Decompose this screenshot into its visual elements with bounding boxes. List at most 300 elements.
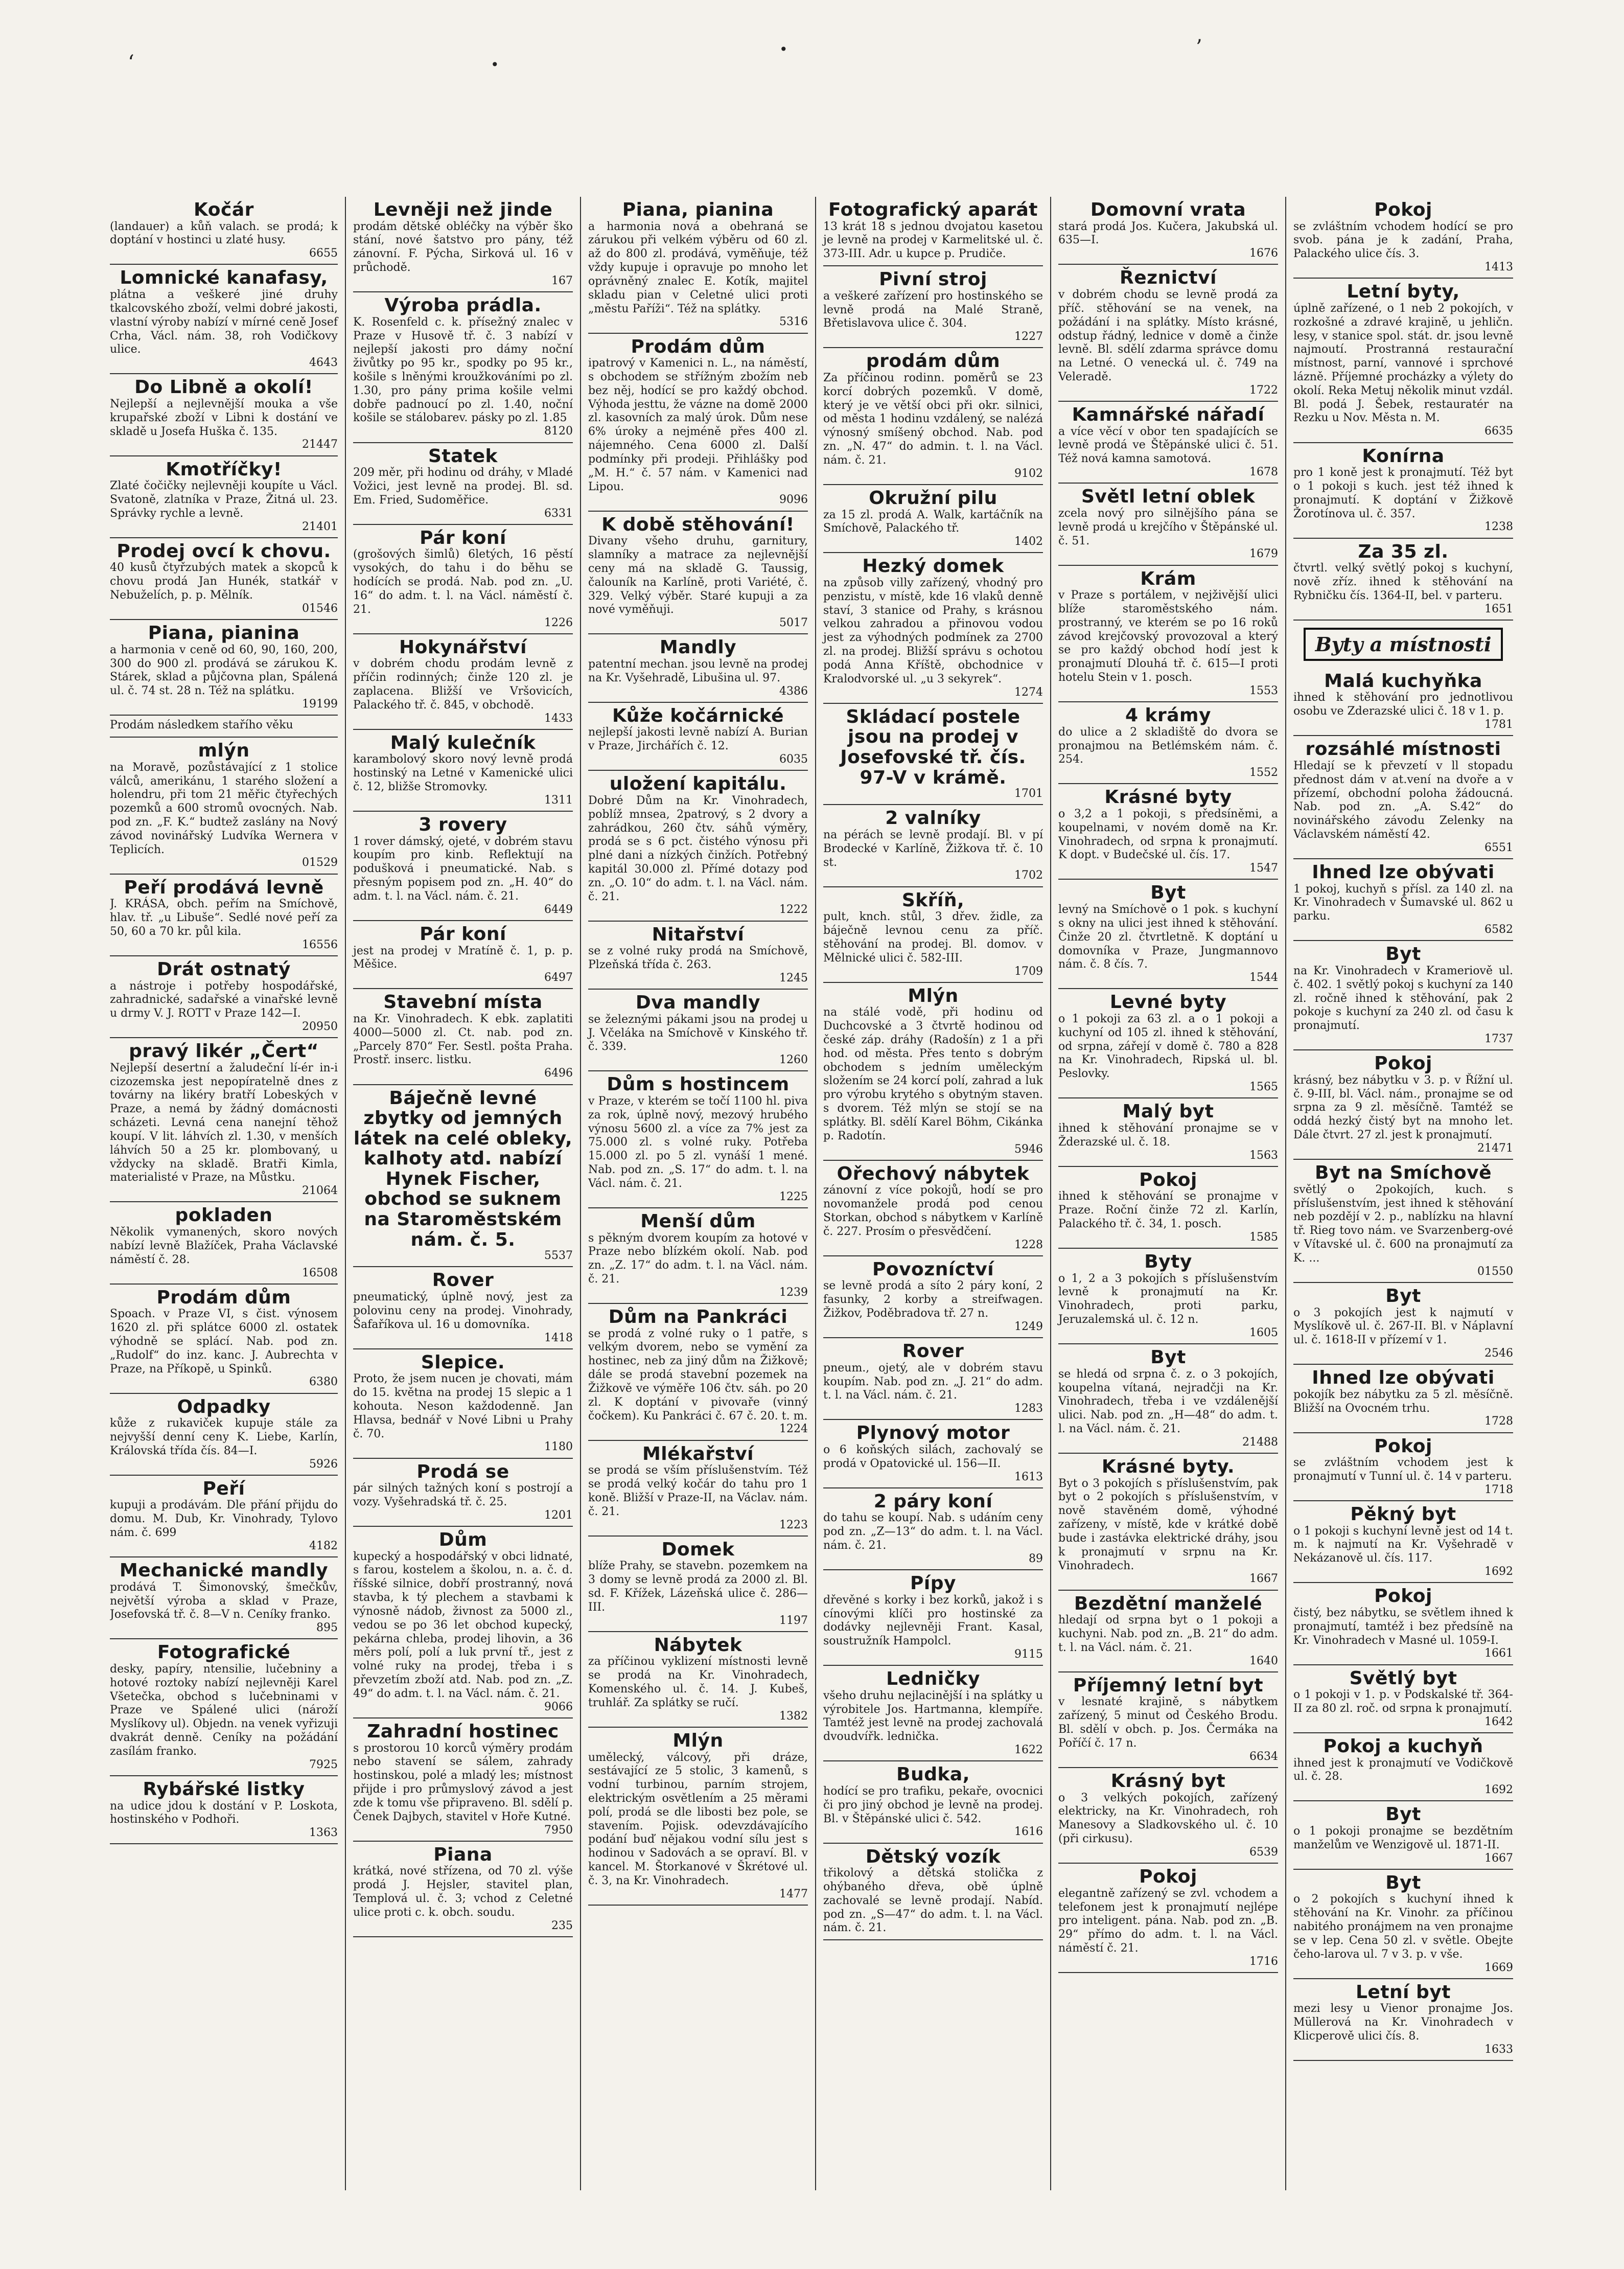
classified-ad <box>1293 1050 1513 1160</box>
classified-ad <box>353 1459 573 1527</box>
classified-ad <box>353 1085 573 1268</box>
ad-number: 1260 <box>779 1053 808 1067</box>
ad-title: pravý likér „Čert“ <box>129 1041 319 1062</box>
ad-body: ipatrový v Kamenici n. L., na náměstí, s obchodem se střížným zbožím neb bez něj, hodící se pro každý obchod. Výhoda jesttu, že vázne na domě 2000 zl. kasovních za malý úrok. Dům nese 6% úroky a nejméně přes 400 zl. nájemného. Cena 6000 zl. Další podmínky při prodeji. Přihlášky pod „M. H.“ č. 57 nám. v Kamenici nad Lipou. <box>588 357 808 493</box>
ad-title: Domovní vrata <box>1090 199 1246 220</box>
classified-ad <box>588 1537 808 1632</box>
ad-number: 1225 <box>779 1190 808 1203</box>
ad-title: Kočár <box>194 199 254 220</box>
ad-number: 1692 <box>1484 1783 1513 1797</box>
ad-number: 1224 <box>779 1423 808 1436</box>
ad-number: 1661 <box>1484 1647 1513 1660</box>
ad-body: pokojík bez nábytku za 5 zl. měsíčně. Bližší na Ovocném trhu. <box>1293 1388 1513 1415</box>
ad-title: Pivní stroj <box>879 269 987 290</box>
ad-title: mlýn <box>198 740 250 762</box>
classified-ad <box>1058 1098 1278 1166</box>
column-5 <box>1050 197 1285 2190</box>
ad-number: 21471 <box>1477 1141 1513 1155</box>
ad-body: se hledá od srpna č. z. o 3 pokojích, koupelna vítaná, nejradčji na Kr. Vinohradech, třeba i ve vzdálenější ulici. Nab. pod zn. „H—48“ do adm. t. l. na Václ. nám. č. 21. <box>1058 1367 1278 1436</box>
classified-ad <box>110 1639 338 1776</box>
classified-ad <box>110 738 338 875</box>
classified-ad <box>110 197 338 265</box>
ad-body: Prodám následkem stařího věku <box>110 719 293 732</box>
ad-body: ihned k stěhování se pronajme v Praze. Roční činže 72 zl. Karlín, Palackého tř. č. 34, 1. posch. <box>1058 1190 1278 1231</box>
ad-body: a více věcí v obor ten spadajících se levně prodá ve Štěpánské ulici č. 51. Též nová kamna samotová. <box>1058 425 1278 466</box>
ad-number: 6380 <box>309 1376 338 1389</box>
ad-title: Byt <box>1385 1872 1421 1893</box>
ad-title: Okružní pilu <box>869 487 997 509</box>
ad-number: 1228 <box>1014 1238 1043 1251</box>
classified-ad <box>353 812 573 921</box>
classified-ad <box>353 1842 573 1937</box>
ad-number: 1605 <box>1249 1326 1278 1339</box>
ad-title: pokladen <box>175 1205 273 1226</box>
ad-title: Kmotříčky! <box>166 459 282 480</box>
ad-body: (landauer) a kůň valach. se prodá; k doptání v hostinci u zlaté husy. <box>110 220 338 247</box>
ad-number: 1418 <box>544 1331 573 1344</box>
ad-number: 9115 <box>1014 1647 1043 1661</box>
ad-title: Byty <box>1144 1251 1192 1273</box>
classified-ad <box>588 1632 808 1728</box>
ad-body: Nejlepší a nejlevnější mouka a vše krupařské zboží v Libni k dostání ve skladě u Josefa Huška č. 135. <box>110 397 338 438</box>
ad-number: 9102 <box>1014 467 1043 480</box>
ad-title: Ihned lze obývati <box>1312 862 1495 883</box>
ad-title: Prodá se <box>416 1461 509 1482</box>
ad-body: ihned jest k pronajmutí ve Vodičkově ul. č. 28. <box>1293 1756 1513 1783</box>
ad-title: Mlékařství <box>642 1443 754 1464</box>
classified-ad <box>110 1476 338 1557</box>
ad-number: 1667 <box>1249 1572 1278 1586</box>
ad-title: Zahradní hostinec <box>367 1721 559 1742</box>
ad-body: Dobré Dům na Kr. Vinohradech, poblíž mnsea, 2patrový, s 2 dvory a zahrádkou, 260 čtv. sáhů výměry, prodá se s 6 pct. čistého výnosu při plné dani a nízkých činžích. Potřebný kapitál 30.000 zl. Přímé dotazy pod zn. „O. 10“ do adm. t. l. na Václ. nám. č. 21. <box>588 794 808 903</box>
classified-ad <box>110 875 338 956</box>
ad-title: Prodám dům <box>631 336 765 357</box>
ad-body: krátká, nové střízena, od 70 zl. výše prodá J. Hejsler, stavitel plan, Templová ul. č. 3; vchod z Celetné ulice proti c. k. obch. soudu. <box>353 1865 573 1919</box>
classified-ad <box>823 1338 1043 1420</box>
ad-number: 1585 <box>1249 1230 1278 1244</box>
classified-ad <box>823 983 1043 1161</box>
ad-body: za příčinou vyklizení místnosti levně se prodá na Kr. Vinohradech, Komenského ul. č. 14. J. Kubeš, truhlář. Za splátky se ručí. <box>588 1655 808 1709</box>
ad-body: v lesnaté krajině, s nábytkem zařízený, 5 minut od Českého Brodu. Bl. sdělí v obch. p. Jos. Čermáka na Poříčí č. 17 n. <box>1058 1695 1278 1750</box>
classified-ad <box>1058 1454 1278 1591</box>
ad-title: Prodám dům <box>156 1287 291 1308</box>
ad-title: K době stěhování! <box>601 514 795 535</box>
ad-title: Pokoj <box>1374 1586 1432 1607</box>
ad-body: hodící se pro trafiku, pekaře, ovocnici či pro jiný obchod je levně na prodej. Bl. v Štěpánské ulici č. 542. <box>823 1784 1043 1825</box>
classified-ad <box>588 634 808 702</box>
classified-ad <box>588 922 808 990</box>
ad-number: 5926 <box>309 1457 338 1471</box>
ad-number: 1676 <box>1249 247 1278 260</box>
classified-ad <box>110 956 338 1038</box>
ad-body: pro 1 koně jest k pronajmutí. Též byt o 1 pokoji s kuch. jest též ihned k pronajmutí. K doptání v Žižkově Žorotínova ul. č. 357. <box>1293 466 1513 520</box>
ad-number: 6035 <box>779 753 808 766</box>
ad-title: Řeznictví <box>1120 267 1217 289</box>
column-3 <box>580 197 815 2190</box>
classified-ad <box>1293 1733 1513 1801</box>
ad-title: 2 páry koní <box>873 1491 993 1512</box>
classified-ad <box>110 1202 338 1284</box>
classified-ad <box>1293 1160 1513 1283</box>
classified-ad <box>1293 197 1513 279</box>
ad-body: o 1, 2 a 3 pokojích s příslušenstvím levně k pronajmutí na Kr. Vinohradech, proti parku, Jeruzalemská ul. č. 12 n. <box>1058 1272 1278 1326</box>
ad-body: světlý o 2pokojích, kuch. s příslušenstvím, jest ihned k stěhování neb pozdějí v 2. p., nablízku na hlavní tř. Rieg tovo nám. ve Svarzenberg-ové v Vítavské ul. č. 600 na pronajmutí za K. ... <box>1293 1183 1513 1265</box>
ad-title: Drát ostnatý <box>157 958 291 980</box>
corner-mark-right: ’ <box>1196 36 1202 59</box>
ad-number: 1227 <box>1014 330 1043 343</box>
column-4 <box>815 197 1050 2190</box>
ad-title: Domek <box>661 1539 735 1560</box>
ad-number: 5017 <box>779 616 808 630</box>
ad-number: 1667 <box>1484 1851 1513 1865</box>
ad-title: Báječně levné zbytky od jemných látek na celé obleky, kalhoty atd. nabízí Hynek Fischer, obchod se suknem na Staroměstském nám. č. 5. <box>353 1087 573 1250</box>
ad-title: Byt <box>1150 882 1186 904</box>
ad-body: Proto, že jsem nucen je chovati, mám do 15. května na prodej 15 slepic a 1 kohouta. Neson každodenně. Jan Hlavsa, bednář v Nové Libni u Prahy č. 70. <box>353 1372 573 1440</box>
ad-title: Povozníctví <box>872 1258 994 1280</box>
ad-title: Letní byty, <box>1347 281 1460 303</box>
classified-ad <box>1293 279 1513 443</box>
corner-mark-mid2: • <box>779 41 788 58</box>
ad-number: 01529 <box>302 856 338 869</box>
classified-ad <box>823 1488 1043 1570</box>
ad-body: zcela nový pro silnějšího pána se levně prodá u krejčího v Štěpánské ul. č. 51. <box>1058 507 1278 547</box>
ad-body: pár silných tažných koní s postrojí a vozy. Vyšehradská tř. č. 25. <box>353 1482 573 1509</box>
ad-title: prodám dům <box>866 351 1001 372</box>
ad-title: Pokoj <box>1139 1169 1197 1190</box>
ad-number: 9096 <box>779 493 808 507</box>
ad-number: 21064 <box>302 1184 338 1198</box>
ad-title: 2 valníky <box>885 808 981 829</box>
ad-body: a nástroje i potřeby hospodářské, zahradnické, sadařské a vinařské levně u drmy V. J. ROTT v Praze 142—I. <box>110 979 338 1020</box>
ad-number: 4643 <box>309 356 338 370</box>
ad-body: kupecký a hospodářský v obci lidnaté, s farou, kostelem a školou, n. a. č. d. říšské silnice, dobří prostranný, nová stavba, k tý plechem a stavbami k výnosně nádob, živnost za 5000 zl., vedou se po 36 let obchod kupecký, pekárna chleba, prodej lihovin, a 36 měrs polí, polí a luk první tř., jest z volné ruky na prodej, třeba i s převzetím zboží atd. Nab. pod zn. „Z. 49“ do adm. t. l. na Václ. nám. č. 21. <box>353 1550 573 1700</box>
ad-title: Piana, pianina <box>148 623 300 644</box>
ad-number: 1702 <box>1014 869 1043 882</box>
classified-ad <box>110 1038 338 1202</box>
classified-ad <box>110 538 338 620</box>
classified-ad <box>1293 1801 1513 1869</box>
ad-body: hledají od srpna byt o 1 pokoji a kuchyni. Nab. pod zn. „B. 21“ do adm. t. l. na Václ. nám. č. 21. <box>1058 1614 1278 1654</box>
ad-number: 1552 <box>1249 766 1278 780</box>
classified-ad <box>1058 1167 1278 1249</box>
ad-number: 1709 <box>1014 965 1043 978</box>
ad-title: Statek <box>428 445 498 467</box>
ad-body: o 1 pokoji pronajme se bezdětním manželům ve Wenzigově ul. 1871-II. <box>1293 1825 1513 1851</box>
ad-body: čtvrtl. velký světlý pokoj s kuchyní, nově zříz. ihned k stěhování na Rybničku čís. 1364-II, bel. v parteru. <box>1293 562 1513 602</box>
classified-ad <box>353 634 573 730</box>
ad-body: všeho druhu nejlacinější i na splátky u výrobitele Jos. Hartmanna, klempíře. Tamtéž jest levně na prodej zachovalá dvoudvířk. lednička. <box>823 1689 1043 1744</box>
ad-body: desky, papíry, ntensilie, lučebniny a hotové roztoky nabízí nejlevněji Karel Všetečka, obchod s lučebninami v Praze ve Spálené ulici (nároží Myslíkovy ul). Objedn. na venek vyřizuji dvakrát denně. Ceníky na požádání zasílám franko. <box>110 1663 338 1758</box>
ad-title: Pokoj <box>1374 199 1432 220</box>
ad-body: blíže Prahy, se stavebn. pozemkem na 3 domy se levně prodá za 2000 zl. Bl. sd. F. Křížek, Lázeňská ulice č. 286—III. <box>588 1560 808 1614</box>
ad-number: 1547 <box>1249 862 1278 875</box>
classified-ad <box>110 1285 338 1394</box>
ad-body: o 1 pokoji s kuchyní levně jest od 14 t. m. k najmutí na Kr. Vyšehradě v Nekázanově ul. čís. 117. <box>1293 1524 1513 1565</box>
ad-title: Levněji než jinde <box>373 199 553 220</box>
ad-body: na udice jdou k dostání v P. Loskota, hostinského v Podhoři. <box>110 1799 338 1826</box>
ad-number: 1679 <box>1249 547 1278 561</box>
ad-body: Nejlepší desertní a žaludeční lí-ér in-i cizozemska jest nepopíratelně dnes z továrny na likéry bratří Lobeských v Praze, a nemá by žádný domácnosti scházeti. Levná cena nanejní těhož koupí. V lit. láhvích zl. 1.30, v menších láhvích 50 a 25 kr. plombovaný, u vždycky na skladě. Bratři Kimla, materialisté v Praze, na Můstku. <box>110 1061 338 1184</box>
classified-ad <box>110 265 338 374</box>
ad-title: Rover <box>902 1341 964 1362</box>
classified-ad <box>1293 668 1513 736</box>
ad-number: 89 <box>1029 1552 1043 1565</box>
ad-body: 1 rover dámský, ojeté, v dobrém stavu koupím pro kinb. Reflektují na podušková i pneumatické. Nab. s přesným popisem pod zn. „H. 40“ do adm. t. l. na Václ. nám. č. 21. <box>353 835 573 903</box>
classified-ad <box>1293 1433 1513 1501</box>
ad-number: 1565 <box>1249 1081 1278 1094</box>
ad-body: se železnými pákami jsou na prodej u J. Včeláka na Smíchově v Kinského tř. č. 339. <box>588 1013 808 1053</box>
ad-title: Bezdětní manželé <box>1074 1593 1263 1614</box>
ad-body: (grošových šimlů) 6letých, 16 pěstí vysokých, do tahu i do běhu se hodících se prodá. Nab. pod zn. „U. 16“ do adm. t. l. na Václ. náměstí č. 21. <box>353 548 573 616</box>
ad-title: Mlýn <box>672 1730 724 1751</box>
ad-number: 1613 <box>1014 1470 1043 1483</box>
ad-body: a veškeré zařízení pro hostinského se levně prodá na Malé Straně, Břetislavova ulice č. 304. <box>823 289 1043 330</box>
classified-ad <box>588 334 808 512</box>
ad-body: a harmonia v ceně od 60, 90, 160, 200, 300 do 900 zl. prodává se zárukou K. Stárek, sklad a půjčovna plan, Spálená ul. č. 74 st. 28 n. Též na splátku. <box>110 643 338 698</box>
ad-number: 1651 <box>1484 602 1513 615</box>
classified-ad <box>823 1761 1043 1843</box>
ad-number: 167 <box>551 274 573 287</box>
classified-ad <box>588 1441 808 1537</box>
ad-body: třikolový a dětská stolička z ohýbaného dřeva, obě úplně zachovalé se levně prodají. Nabíd. pod zn. „S—47“ do adm. t. l. na Václ. nám. č. 21. <box>823 1867 1043 1935</box>
ad-title: Ledničky <box>886 1668 980 1690</box>
ad-number: 1616 <box>1014 1825 1043 1839</box>
ad-number: 1197 <box>779 1614 808 1627</box>
ad-number: 01546 <box>302 602 338 615</box>
ad-number: 8120 <box>544 425 573 438</box>
ad-body: s pěkným dvorem koupím za hotové v Praze nebo blízkém okolí. Nab. pod zn. „Z. 17“ do adm. t. l. na Václ. nám. č. 21. <box>588 1231 808 1286</box>
classified-ad <box>823 1161 1043 1256</box>
classified-ad <box>353 443 573 525</box>
ad-number: 1226 <box>544 616 573 629</box>
ad-number: 1718 <box>1484 1483 1513 1496</box>
ad-number: 1249 <box>1014 1320 1043 1333</box>
ad-number: 1701 <box>1014 787 1043 800</box>
ad-body: o 3 velkých pokojích, zařízený elektricky, na Kr. Vinohradech, roh Manesovy a Sladkovského ul. č. 10 (při cirkusu). <box>1058 1791 1278 1846</box>
classified-ad <box>1058 989 1278 1098</box>
classified-ad <box>353 730 573 812</box>
ad-title: Dětský vozík <box>865 1846 1001 1867</box>
ad-number: 1311 <box>544 793 573 807</box>
classified-ad <box>588 1304 808 1441</box>
classified-ad <box>823 553 1043 703</box>
ad-title: Menší dům <box>640 1210 756 1232</box>
classified-ad <box>1293 1583 1513 1665</box>
ad-title: Budka, <box>896 1764 970 1785</box>
ad-body: v dobrém chodu prodám levně z příčin rodinných; činže 120 zl. je zaplacena. Bližší ve Vršovicích, Palackého tř. č. 845, v obchodě. <box>353 657 573 712</box>
classified-ad <box>1293 539 1513 621</box>
ad-title: Levné byty <box>1109 992 1227 1013</box>
ad-title: rozsáhlé místnosti <box>1305 739 1501 760</box>
classified-ad <box>110 456 338 538</box>
ad-title: Skříň, <box>901 889 965 911</box>
classified-ad <box>823 1420 1043 1488</box>
ad-title: Kamnářské nářadí <box>1072 404 1265 426</box>
classified-ad <box>1058 1249 1278 1344</box>
ad-body: mezi lesy u Vienor pronajme Jos. Müllerová na Kr. Vinohradech v Klicperově ulici čís. 8. <box>1293 2002 1513 2043</box>
ad-title: Konírna <box>1362 445 1445 467</box>
ad-number: 235 <box>551 1919 573 1932</box>
ad-number: 895 <box>316 1621 338 1635</box>
ad-body: patentní mechan. jsou levně na prodej na Kr. Vyšehradě, Libušina ul. 97. <box>588 657 808 684</box>
ad-number: 21447 <box>302 438 338 451</box>
classified-ad <box>353 1527 573 1718</box>
ad-number: 6449 <box>544 903 573 916</box>
ad-title: Výroba prádla. <box>384 295 542 316</box>
ad-title: Byt <box>1150 1347 1186 1368</box>
classified-ad <box>1058 1864 1278 1973</box>
ad-title: Ořechový nábytek <box>837 1163 1030 1184</box>
classified-ad <box>110 1394 338 1476</box>
ad-title: Pokoj <box>1374 1053 1432 1074</box>
ad-number: 1245 <box>779 971 808 984</box>
ad-title: Nábytek <box>654 1634 743 1656</box>
ad-title: Krám <box>1140 568 1196 589</box>
ad-body: na Kr. Vinohradech v Krameriově ul. č. 402. 1 světlý pokoj s kuchyní za 140 zl. ročně ihned k stěhování, pak 2 pokoje s kuchyní za 240 zl. od času k pronajmutí. <box>1293 964 1513 1033</box>
ad-body: 13 krát 18 s jednou dvojatou kasetou je levně na prodej v Karmelitské ul. č. 373-III. Adr. u kupce p. Prudiče. <box>823 220 1043 261</box>
ad-number: 21488 <box>1242 1435 1278 1449</box>
ad-number: 5946 <box>1014 1142 1043 1156</box>
ad-number: 9066 <box>544 1700 573 1713</box>
ad-title: Nitařství <box>652 924 745 945</box>
ad-body: zánovní z více pokojů, hodí se pro novomanžele prodá pod cenou Storkan, obchod s nábytkem v Karlíně č. 227. Prosím o přesvědčení. <box>823 1184 1043 1238</box>
ad-number: 1283 <box>1014 1402 1043 1415</box>
ad-title: Mechanické mandly <box>119 1560 329 1582</box>
ad-body: o 1 pokoji za 63 zl. a o 1 pokoji a kuchyní od 105 zl. ihned k stěhování, od srpna, zářejí v domě č. 780 a 828 na Kr. Vinohradech, Ripská ul. bl. Peslovky. <box>1058 1013 1278 1081</box>
ad-body: Hledají se k převzetí v ll stopadu přednost dám v at.vení na dvoře a v přízemí, obchodní poloha žádoucná. Nab. pod zn. „A. S.42“ do novinářského závodu Zelenky na Václavském náměstí 42. <box>1293 759 1513 841</box>
ad-number: 1633 <box>1484 2043 1513 2056</box>
classified-ad <box>1293 1283 1513 1365</box>
ad-title: Malý kulečník <box>390 732 536 753</box>
ad-body: umělecký, válcový, při dráze, sestávající ze 5 stolic, 3 kamenů, s vodní turbinou, parním strojem, elektrickým osvětlením a 25 měrami polí, prodá se dle libosti bez pole, se stavením. Pojisk. odevzdávajícího podání buď nějakou vodní sílu jest s hodinou v Sadovách a se opraví. Bl. v kancel. M. Štorkanové v Škrétové ul. č. 3, na Kr. Vinohradech. <box>588 1751 808 1887</box>
ad-title: Dům s hostincem <box>607 1074 790 1095</box>
ad-title: Kůže kočárnické <box>612 705 784 726</box>
ad-number: 19199 <box>302 698 338 711</box>
ad-body: v dobrém chodu se levně prodá za příč. stěhování se na venek, na požádání i na splátky. Místo krásné, odstup řádný, lednice v domě a činže levně. Bl. sdělí zdarma správce domu na Letné. O venecká ul. č. 749 na Veleradě. <box>1058 288 1278 383</box>
classified-ad <box>823 805 1043 887</box>
ad-body: v Praze s portálem, v nejživější ulici blíže staroměstského nám. prostranný, ve kterém se po 16 roků závod krejčovský provozoval a který se pro každý obchod hodí jest k pronajmutí Dlouhá tř. č. 615—I proti hotelu Stein v 1. posch. <box>1058 589 1278 684</box>
classified-ad <box>588 703 808 771</box>
ad-number: 6634 <box>1249 1750 1278 1763</box>
ad-number: 16556 <box>302 938 338 951</box>
ad-title: Ihned lze obývati <box>1312 1367 1495 1389</box>
classified-ad <box>588 197 808 334</box>
ad-number: 16508 <box>302 1266 338 1279</box>
ad-body: o 2 pokojích s kuchyní ihned k stěhování na Kr. Vinohr. za příčinou nabitého pronájmem na ven pronajme se v lep. Cena 50 zl. v světle. Obejte čeho-larova ul. 7 v 3. p. v vše. <box>1293 1893 1513 1961</box>
classified-ad <box>1293 859 1513 941</box>
ad-title: Odpadky <box>177 1396 271 1417</box>
ad-number: 6655 <box>309 247 338 260</box>
corner-mark-mid: • <box>491 56 499 73</box>
ad-number: 7925 <box>309 1758 338 1771</box>
ad-number: 1716 <box>1249 1955 1278 1968</box>
classified-ad <box>1293 1979 1513 2061</box>
ad-title: Rover <box>432 1270 494 1291</box>
ad-body: Divany všeho druhu, garnitury, slamníky a matrace za nejlevnější ceny má na skladě G. Taussig, čalouník na Karlíně, proti Variété, č. 329. Velký výběr. Staré kupuji a za nové vyměňuji. <box>588 535 808 616</box>
ad-number: 1223 <box>779 1518 808 1531</box>
ad-number: 5316 <box>779 315 808 329</box>
classified-ad <box>1058 265 1278 402</box>
classified-ad <box>1058 1591 1278 1672</box>
ad-body: do tahu se koupí. Nab. s udáním ceny pod zn. „Z—13“ do adm. t. l. na Václ. nám. č. 21. <box>823 1511 1043 1552</box>
ad-body: 1 pokoj, kuchyň s přísl. za 140 zl. na Kr. Vinohradech v Šumavské ul. 862 u parku. <box>1293 882 1513 923</box>
ad-body: o 1 pokoji v 1. p. v Podskalské tř. 364-II za 80 zl. roč. od srpna k pronajmutí. <box>1293 1688 1513 1715</box>
ad-number: 1737 <box>1484 1033 1513 1046</box>
ad-number: 1382 <box>779 1709 808 1723</box>
classified-ad <box>1293 1365 1513 1433</box>
ad-number: 1640 <box>1249 1654 1278 1667</box>
classified-ad <box>588 1728 808 1906</box>
classified-ad <box>1293 1870 1513 1979</box>
classified-ad <box>110 1557 338 1639</box>
ad-title: Pár koní <box>420 923 506 945</box>
ad-number: 4386 <box>779 684 808 698</box>
ad-title: Krásné byty <box>1104 787 1232 808</box>
ad-body: o 3 pokojích jest k najmutí v Myslíkově ul. č. 267-II. Bl. v Náplavní ul. č. 1618-II v přízemí v 1. <box>1293 1306 1513 1347</box>
ad-title: Malý byt <box>1122 1101 1214 1122</box>
classified-ad <box>353 989 573 1085</box>
ad-number: 1402 <box>1014 535 1043 548</box>
classified-ad <box>1293 941 1513 1050</box>
ad-title: Byt <box>1385 944 1421 965</box>
ad-body: jest na prodej v Mratíně č. 1, p. p. Měšice. <box>353 944 573 971</box>
classified-ad <box>823 485 1043 553</box>
classified-ad <box>823 1844 1043 1941</box>
classified-ad <box>823 266 1043 348</box>
ad-body: s prostorou 10 korců výměry prodám nebo stavení se sálem, zahrady hostinskou, polé a mladý les; místnost přijde i pro průmyslový závod a jest zde k tomu vše připraveno. Bl. sdělí p. Čenek Dajbych, stavitel v Hoře Kutné. <box>353 1741 573 1823</box>
ad-title: Mandly <box>659 637 737 658</box>
ad-title: Byt <box>1385 1285 1421 1307</box>
ad-body: J. KRÁSA, obch. peřím na Smíchově, hlav. tř. „u Libuše“. Sedlé nové peří za 50, 60 a 70 kr. půl kila. <box>110 898 338 938</box>
ad-number: 7950 <box>544 1823 573 1837</box>
classified-ad <box>353 1349 573 1459</box>
ad-title: Pár koní <box>420 527 506 548</box>
classified-ad <box>353 197 573 292</box>
classified-ad <box>1058 1344 1278 1454</box>
ad-body: čistý, bez nábytku, se světlem ihned k pronajmutí, tamtéž i bez předsíně na Kr. Vinohradech v Masné ul. 1059-I. <box>1293 1606 1513 1647</box>
ad-title: Dva mandly <box>635 992 761 1014</box>
ad-body: stará prodá Jos. Kučera, Jakubská ul. 635—I. <box>1058 220 1278 247</box>
ad-body: se prodá z volné ruky o 1 patře, s velkým dvorem, nebo se vymění za hostinec, neb za jiný dům na Žižkově; dále se prodá stavební pozemek na Žižkově ve výměře 106 čtv. sáh. po 20 zl. K doptání v pivovaře (vinný čočkem). Ku Pankráci č. 67 č. 20. t. m. <box>588 1327 808 1423</box>
ad-number: 1363 <box>309 1826 338 1840</box>
ad-body: Zlaté čočičky nejlevněji koupíte u Václ. Svatoně, zlatníka v Praze, Žitná ul. 23. Správky rychle a levně. <box>110 479 338 520</box>
ad-number: 2546 <box>1484 1346 1513 1360</box>
ad-number: 6539 <box>1249 1845 1278 1859</box>
ad-body: Spoach. v Praze VI, s čist. výnosem 1620 zl. při splátce 6000 zl. ostatek výhodně se splácí. Nab. pod zn. „Rudolf“ do inz. kanc. J. Aubrechta v Praze, na Příkopě, u Spinků. <box>110 1308 338 1376</box>
classified-ad <box>823 348 1043 485</box>
classified-ad <box>588 771 808 921</box>
ad-title: Pokoj <box>1139 1866 1197 1888</box>
ad-number: 01550 <box>1477 1265 1513 1278</box>
ad-number: 6635 <box>1484 425 1513 438</box>
ad-number: 6331 <box>544 507 573 520</box>
ad-title: Pěkný byt <box>1350 1504 1456 1525</box>
classified-ad <box>1058 1672 1278 1768</box>
ad-body: do ulice a 2 skladiště do dvora se pronajmou na Betlémském nám. č. 254. <box>1058 725 1278 766</box>
classified-ad <box>110 1776 338 1844</box>
ad-number: 1239 <box>779 1286 808 1299</box>
ad-number: 1201 <box>544 1508 573 1522</box>
ad-title: Dům <box>438 1529 488 1551</box>
ad-title: Rybářské listky <box>143 1778 305 1800</box>
ad-number: 1642 <box>1484 1715 1513 1728</box>
ad-number: 6551 <box>1484 841 1513 854</box>
classified-ad <box>1293 736 1513 859</box>
ad-body: kůže z rukaviček kupuje stále za nejvyšší denní ceny K. Liebe, Karlín, Královská třída čís. 84—I. <box>110 1417 338 1457</box>
classified-ad <box>110 374 338 456</box>
ad-title: Příjemný letní byt <box>1073 1675 1264 1696</box>
ad-body: Byt o 3 pokojích s příslušenstvím, pak byt o 2 pokojích s příslušenstvím, v nově stavěném domě, výhodné zařízeny, v místě, kde v krátké době bude i zastávka elektrické dráhy, jsou k pronajmutí v srpnu na Kr. Vinohradech. <box>1058 1477 1278 1572</box>
